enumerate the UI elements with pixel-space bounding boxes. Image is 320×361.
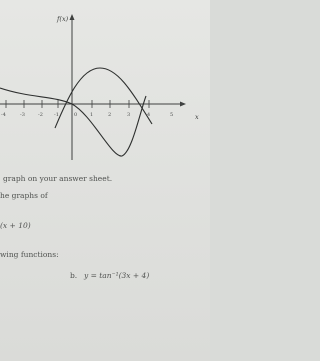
x-tick-label: -4 xyxy=(1,112,6,118)
x-tick-label: -2 xyxy=(38,112,43,118)
function-graph xyxy=(0,0,210,165)
curve-wave xyxy=(0,88,146,156)
item-b-label: b. xyxy=(70,271,78,280)
y-axis-label: f(x) xyxy=(57,15,69,23)
x-tick-label: 1 xyxy=(90,112,94,118)
instruction-line: he graphs of xyxy=(0,191,48,200)
equation-fragment: (x + 10) xyxy=(0,221,31,230)
instruction-line: graph on your answer sheet. xyxy=(3,174,113,183)
x-axis-label: x xyxy=(195,113,199,121)
x-tick-label: 2 xyxy=(108,112,112,118)
item-b-formula: y = tan⁻¹(3x + 4) xyxy=(84,271,150,280)
x-tick-label: -3 xyxy=(20,112,25,118)
instruction-line: wing functions: xyxy=(0,250,59,259)
curve-hump xyxy=(55,68,152,128)
x-tick-label: 3 xyxy=(127,112,131,118)
y-axis-arrow xyxy=(70,14,75,20)
x-tick-label: 5 xyxy=(170,112,174,118)
x-axis-arrow xyxy=(180,102,186,107)
x-tick-label: -1 xyxy=(54,112,59,118)
x-tick-label: 0 xyxy=(74,112,78,118)
x-tick-label: 4 xyxy=(147,112,151,118)
